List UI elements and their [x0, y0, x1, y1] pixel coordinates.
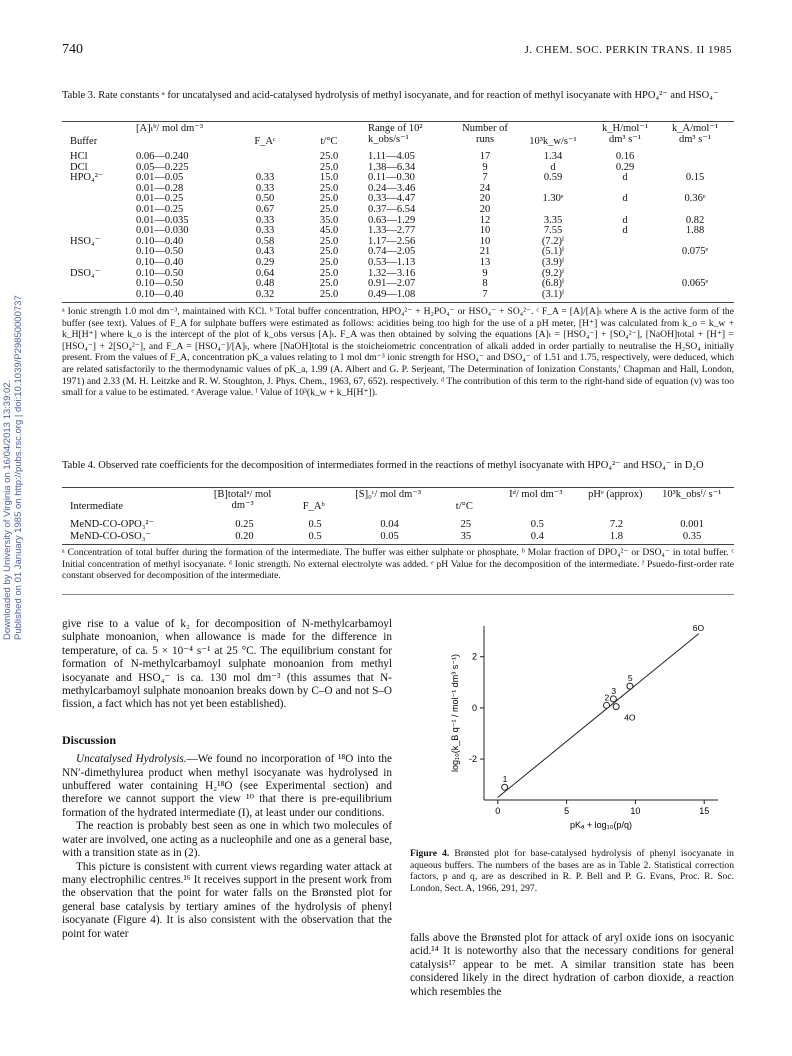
- table3-cell: 0.29: [615, 161, 635, 173]
- watermark-line-1: Downloaded by University of Virginia on 16/04/2013 13:39:02.: [2, 379, 13, 640]
- table3-cell: 0.01—0.28: [136, 182, 184, 194]
- table3-cell: 7: [482, 288, 488, 300]
- table3-cell: 0.10—0.50: [136, 278, 184, 290]
- table3-cell: 1.32—3.16: [368, 267, 416, 279]
- table3-cell: [660, 258, 730, 269]
- table3-cell: [590, 279, 660, 290]
- table3-cell: [660, 290, 730, 301]
- table3-cell: (3.9)ᶠ: [541, 256, 565, 268]
- y-tick-label: 0: [471, 702, 477, 713]
- table3-cell: (3.1)ᶠ: [541, 288, 565, 300]
- table3-cell: 25.0: [319, 278, 339, 290]
- table3-cell: 0.16: [615, 151, 635, 162]
- table4-cell: 0.05: [380, 531, 399, 542]
- data-point: [627, 683, 633, 689]
- figure4-caption-text: Brønsted plot for base-catalysed hydrolysis of phenyl isocyanate in aqueous buffers. The numbers of the bases are as in Table 2. Statistical correction factors, p and q, are as described in R. P. Bell and P. G. Evans, Proc. R. Soc. London, Sect. A, 1966, 291, 297.: [410, 848, 734, 894]
- table3-cell: 0.33: [255, 182, 275, 194]
- table3-cell: d: [550, 161, 556, 173]
- table4-footnotes: ᵃ Concentration of total buffer during the formation of the intermediate. The buffer was either sulphate or phosphate. ᵇ Molar fraction of DPO₄²⁻ or DSO₄⁻ in total buffer. ᶜ Initial concentration of methyl isocyanate. ᵈ Ionic strength. No external electrolyte was added. ᵉ pH Value for the decomposition of the intermediate. ᶠ Psuedo-first-order rate constant observed for decomposition of the intermediate.: [62, 547, 734, 582]
- paragraph-uncatalysed: [62, 753, 392, 820]
- table3-cell: 25.0: [319, 235, 339, 247]
- table4-cell: 0.20: [235, 531, 254, 542]
- point-label: 5: [627, 673, 633, 684]
- table3-cell: 9: [482, 267, 488, 279]
- table3-cell: 13: [479, 256, 491, 268]
- table3-cell: [516, 205, 590, 216]
- table4-cell: 1.8: [609, 531, 624, 542]
- journal-header: J. CHEM. SOC. PERKIN TRANS. II 1985: [524, 44, 732, 56]
- table3-cell: 9: [482, 161, 488, 173]
- figure4-label: Figure 4.: [410, 848, 450, 859]
- download-watermark: [2, 250, 24, 640]
- table4-row: [66, 531, 730, 543]
- table3-cell: 0.32: [255, 288, 275, 300]
- paragraph-mechanism: The reaction is probably best seen as one in which two molecules of water are involved, one acting as a nucleophile and one as a general base, with a transition state as in (2).: [62, 820, 392, 860]
- table3-cell: (6.8)ᶠ: [541, 278, 565, 290]
- table3-cell: 10: [479, 235, 491, 247]
- table3-header-cell: Buffer: [70, 136, 98, 147]
- table3-cell: HPO₄²⁻: [70, 172, 104, 184]
- table3-cell: [590, 258, 660, 269]
- table3-cell: 35.0: [319, 214, 339, 226]
- table3-cell: [66, 290, 132, 301]
- table3-cell: 0.48: [255, 278, 275, 290]
- table4-cell: 0.5: [308, 531, 322, 542]
- x-tick-label: 10: [630, 806, 641, 816]
- table4-row: [66, 519, 730, 531]
- section-heading-discussion: Discussion: [62, 732, 117, 747]
- table3-cell: 45.0: [319, 225, 339, 237]
- table3-cell: 0.63—1.29: [368, 214, 416, 226]
- table3-cell: 20: [479, 193, 491, 205]
- table3-cell: d: [622, 193, 628, 205]
- table3-cell: [66, 205, 132, 216]
- paragraph-continuation: give rise to a value of k₂ for decomposition of N-methylcarbamoyl sulphate monoanion, when allowance is made for the difference in temperature, of ca. 5 × 10⁻⁴ s⁻¹ at 25 °C. The equilibrium constant for formation of N-methylcarbamoyl sulphate monoanion from methyl isocyanate and HSO₄⁻ is ca. 130 mol dm⁻³ (this assumes that N-methylcarbamoyl sulphate monoanion breaks down by C–O and not S–O fission, a fact which has not yet been established).: [62, 618, 392, 711]
- table3-cell: 0.24—3.46: [368, 182, 416, 194]
- table4-caption: Table 4. Observed rate coefficients for the decomposition of intermediates formed in the reactions of methyl isocyanate with HPO₄²⁻ and HSO₄⁻ in D₂O: [62, 460, 704, 471]
- table3-row: [66, 205, 730, 216]
- table3-cell: 0.11—0.30: [368, 172, 415, 184]
- table3-cell: 0.67: [255, 203, 275, 215]
- table3-header-cell: k_A/mol⁻¹ dm³ s⁻¹: [671, 123, 719, 145]
- left-column: [62, 618, 392, 941]
- table3-cell: DCl: [70, 161, 88, 173]
- table3-header: [66, 124, 730, 148]
- table3-cell: 20: [479, 203, 491, 215]
- table4-cell: 0.04: [380, 519, 399, 530]
- table3-cell: 0.33: [255, 214, 275, 226]
- table3-cell: 12: [479, 214, 491, 226]
- table3-cell: 1.30ᵉ: [542, 193, 564, 205]
- table3-cell: 1.88: [685, 225, 705, 237]
- page-number: 740: [62, 42, 83, 57]
- table3-cell: 0.33—4.47: [368, 193, 416, 205]
- table3-cell: [590, 290, 660, 301]
- table3-cell: [66, 258, 132, 269]
- table3-cell: 10: [479, 225, 491, 237]
- table3-cell: 0.075ᵉ: [681, 246, 709, 258]
- table3-cell: d: [622, 172, 628, 184]
- right-column: [410, 932, 734, 999]
- table4-cell: 0.5: [308, 519, 322, 530]
- x-tick-label: 15: [699, 806, 710, 816]
- table3-cell: 0.53—1.13: [368, 256, 416, 268]
- table3-cell: 0.10—0.50: [136, 246, 184, 258]
- table3-cell: 25.0: [319, 256, 339, 268]
- table3-cell: 1.34: [543, 151, 563, 162]
- figure4-caption: [410, 848, 734, 894]
- point-label: 4O: [624, 712, 636, 723]
- table3-cell: 0.29: [255, 256, 275, 268]
- table3-header-cell: Range of 10² k_obs/s⁻¹: [368, 123, 423, 145]
- table3-cell: [590, 269, 660, 280]
- table3-cell: 0.01—0.05: [136, 172, 184, 184]
- table4-cell: 0.4: [530, 531, 544, 542]
- table3-cell: 25.0: [319, 203, 339, 215]
- table3-cell: 7.55: [543, 225, 563, 237]
- table3-cell: [590, 247, 660, 258]
- table3-cell: 3.35: [543, 214, 563, 226]
- table3-cell: 24: [479, 182, 491, 194]
- table3-cell: 0.065ᵉ: [681, 278, 709, 290]
- paragraph-subtitle: Uncatalysed Hydrolysis.: [76, 753, 187, 766]
- table4-bottom-rule: [62, 544, 734, 545]
- table3-cell: 0.10—0.50: [136, 267, 184, 279]
- table3-cell: 0.01—0.25: [136, 193, 184, 205]
- table3-cell: 0.01—0.035: [136, 214, 189, 226]
- table3-cell: (7.2)ᶠ: [541, 235, 565, 247]
- table3-cell: 25.0: [319, 151, 339, 162]
- point-label: 2: [604, 692, 610, 703]
- fit-line: [498, 634, 699, 798]
- table3-cell: 1.38—6.34: [368, 161, 416, 173]
- table3-header-cell: t/°C: [320, 136, 338, 147]
- table3-cell: [590, 205, 660, 216]
- table3-cell: 25.0: [319, 267, 339, 279]
- x-axis-label: pKₐ + log₁₀(p/q): [570, 820, 632, 830]
- table3-cell: d: [622, 214, 628, 226]
- table3-cell: 1.33—2.77: [368, 225, 416, 237]
- table3-cell: [66, 216, 132, 227]
- table4-top-rule: [62, 487, 734, 488]
- paragraph-consistency: This picture is consistent with current views regarding water attack at many electrophilic centres.¹⁶ It receives support in the present work from the observation that the point for water falls on the Brønsted plot for general base catalysis by tertiary amines of the hydrolysis of phenyl isocyanate (Figure 4). It is also consistent with the observation that the point for water: [62, 860, 392, 940]
- table4-header-cell: [S]₀ᶜ/ mol dm⁻³: [355, 489, 422, 500]
- table3-row: [66, 290, 730, 301]
- table3-header-cell: [A]ₜᵇ/ mol dm⁻³: [136, 123, 204, 134]
- table3-cell: 0.33: [255, 172, 275, 184]
- table3-cell: 0.37—6.54: [368, 203, 416, 215]
- table3-cell: 15.0: [319, 172, 339, 184]
- table3-bottom-rule: [62, 302, 734, 303]
- table4-header-cell: t/°C: [455, 501, 473, 512]
- table4-cell: 25: [460, 519, 472, 530]
- table3-cell: 0.58: [255, 235, 275, 247]
- y-axis-label: log₁₀(k_B q⁻¹ / mol⁻¹ dm³ s⁻¹): [450, 653, 460, 773]
- table3-body: [66, 152, 730, 300]
- table3-cell: 0.36ᵉ: [684, 193, 706, 205]
- table3-cell: 0.10—0.40: [136, 256, 184, 268]
- table3-cell: 0.43: [255, 246, 275, 258]
- table4-header-cell: pHᵉ (approx): [588, 489, 643, 500]
- y-tick-label: 2: [471, 651, 477, 662]
- data-point: [604, 702, 610, 708]
- annotation-label: 6O: [692, 623, 705, 634]
- table3-cell: 0.01—0.030: [136, 225, 189, 237]
- table3-cell: 17: [479, 151, 491, 162]
- table3-header-cell: 10³k_w/s⁻¹: [529, 136, 577, 147]
- table3-cell: [590, 237, 660, 248]
- section-divider: [62, 594, 734, 595]
- table3-cell: (5.1)ᶠ: [541, 246, 565, 258]
- y-tick-label: -2: [468, 754, 477, 765]
- table3-cell: 21: [479, 246, 491, 258]
- table3-cell: d: [622, 225, 628, 237]
- table4-header-cell: Intermediate: [70, 501, 124, 512]
- table3-cell: 25.0: [319, 246, 339, 258]
- table4-cell: 0.5: [530, 519, 544, 530]
- table3-cell: 0.91—2.07: [368, 278, 416, 290]
- table3-cell: 0.50: [255, 193, 275, 205]
- plot-area: [450, 623, 718, 830]
- table3-cell: 7: [482, 172, 488, 184]
- table4-header: [66, 490, 730, 513]
- point-label: 1: [502, 774, 508, 785]
- table3-row: [66, 152, 730, 163]
- table4-header-cell: 10³k_obsᶠ/ s⁻¹: [662, 489, 722, 500]
- table4-cell: 7.2: [609, 519, 624, 530]
- table4-cell: MeND-CO-OPO₃²⁻: [70, 519, 155, 530]
- table4-body: [66, 519, 730, 543]
- table3-cell: [66, 279, 132, 290]
- table3-cell: 0.74—2.05: [368, 246, 416, 258]
- table4-header-cell: [B]totalᵃ/ mol dm⁻³: [213, 489, 272, 511]
- x-tick-label: 0: [495, 806, 501, 816]
- table3-cell: 0.06—0.240: [136, 151, 189, 162]
- table3-cell: 25.0: [319, 288, 339, 300]
- table3-cell: 0.05—0.225: [136, 161, 189, 173]
- table3-cell: 1.11—4.05: [368, 151, 415, 162]
- table3-cell: [236, 152, 294, 163]
- table3-cell: DSO₄⁻: [70, 267, 101, 279]
- table4-cell: MeND-CO-OSO₃⁻: [70, 531, 151, 542]
- data-point: [502, 784, 508, 790]
- table4-header-cell: F_Aᵇ: [302, 501, 325, 512]
- table4-cell: 35: [460, 531, 472, 542]
- table3-cell: 0.49—1.08: [368, 288, 416, 300]
- paragraph-right: falls above the Brønsted plot for attack of aryl oxide ions on isocyanic acid.¹⁴ It is noteworthy also that the necessary conditions for general catalysis¹⁷ appear to be met. A similar transition state has been considered likely in the direct hydration of carbon dioxide, a reaction which resembles the: [410, 932, 734, 998]
- table3-cell: 25.0: [319, 193, 339, 205]
- table3-top-rule: [62, 121, 734, 122]
- table3-cell: 0.33: [255, 225, 275, 237]
- table3-cell: 0.64: [255, 267, 275, 279]
- table4-cell: 0.35: [682, 531, 702, 542]
- table3-cell: 0.59: [543, 172, 563, 184]
- table4-cell: 0.25: [235, 519, 254, 530]
- table3-caption: Table 3. Rate constants ᵃ for uncatalysed and acid-catalysed hydrolysis of methyl isocyanate, and for reaction of methyl isocyanate with HPO₄²⁻ and HSO₄⁻: [62, 90, 719, 101]
- table3-cell: (9.2)ᶠ: [541, 267, 565, 279]
- figure4-bronsted-plot: [418, 618, 734, 843]
- table3-row: [66, 258, 730, 269]
- table4-cell: 0.001: [680, 519, 704, 530]
- table3-cell: 0.15: [685, 172, 705, 184]
- table3-cell: [66, 184, 132, 195]
- table3-cell: 1.17—2.56: [368, 235, 416, 247]
- table3-cell: 0.82: [685, 214, 705, 226]
- table4-header-cell: Iᵈ/ mol dm⁻³: [509, 489, 563, 500]
- point-label: 3: [611, 685, 617, 696]
- table3-header-cell: Number of runs: [462, 123, 508, 145]
- table3-cell: 0.10—0.40: [136, 235, 184, 247]
- data-point: [613, 704, 619, 710]
- watermark-line-2: Published on 01 January 1985 on http://pubs.rsc.org | doi:10.1039/P29850000737: [13, 295, 24, 640]
- table3-cell: 25.0: [319, 182, 339, 194]
- table3-cell: [66, 247, 132, 258]
- table3-cell: 25.0: [319, 161, 339, 173]
- table3-cell: 0.10—0.40: [136, 288, 184, 300]
- table3-header-cell: k_H/mol⁻¹ dm³ s⁻¹: [601, 123, 649, 145]
- x-tick-label: 5: [564, 806, 570, 816]
- table3-cell: HCl: [70, 151, 88, 162]
- table3-cell: HSO₄⁻: [70, 235, 101, 247]
- table3-cell: [660, 205, 730, 216]
- table3-cell: 8: [482, 278, 488, 290]
- table3-header-cell: F_Aᶜ: [254, 136, 276, 147]
- table3-cell: [66, 194, 132, 205]
- table3-cell: 0.01—0.25: [136, 203, 184, 215]
- data-point: [610, 696, 616, 702]
- paragraph-text: —We found no incorporation of ¹⁸O into the NN′-dimethylurea product when methyl isocyanate was hydrolysed in unbuffered water containing H₂¹⁸O (see Experimental section) and therefore we cannot support the view ¹⁰ that there is pre-equilibrium formation of the hydrated intermediate (I), at least under our conditions.: [62, 753, 392, 819]
- table3-cell: [660, 152, 730, 163]
- table3-footnotes: ᵃ Ionic strength 1.0 mol dm⁻³, maintained with KCl. ᵇ Total buffer concentration, HPO₄²⁻ + H₂PO₄⁻ or HSO₄⁻ + SO₄²⁻. ᶜ F_A = [A]/[A]ₜ where A is the active form of the buffer (see text). Values of F_A for sulphate buffers were estimated as follows: acidities being too high for the use of a pH meter, [H⁺] was calculated from k_o = k_w + k_H[H⁺] where k_o is the intercept of the plot of k_obs versus [A]ₜ. F_A was then obtained by solving the equations [A]ₜ = [HSO₄⁻] + [SO₄²⁻], [NaOH]total + [H⁺] = [HSO₄⁻] + 2[SO₄²⁻], and F_A = [HSO₄⁻]/[A]ₜ, where [NaOH]total is the stoicheiometric concentration of alkali added in order partially to neutralise the H₂SO₄ initially present. From the values of F_A, concentration pK_a values relating to 1 mol dm⁻³ ionic strength for HSO₄⁻ and DSO₄⁻ of 1.51 and 1.75, respectively, were deduced, which are related satisfactorily to the thermodynamic values of pK_a, 1.99 (A. Albert and G. P. Serjeant, 'The Determination of Ionization Constants,' Chapman and Hall, London, 1971) and 2.33 (M. H. Leitzke and R. W. Stoughton, J. Phys. Chem., 1963, 67, 652). respectively. ᵈ The contribution of this term to the right-hand side of equation (v) was too small for a value to be estimated. ᵉ Average value. ᶠ Value of 10³(k_w + k_H[H⁺]).: [62, 306, 734, 399]
